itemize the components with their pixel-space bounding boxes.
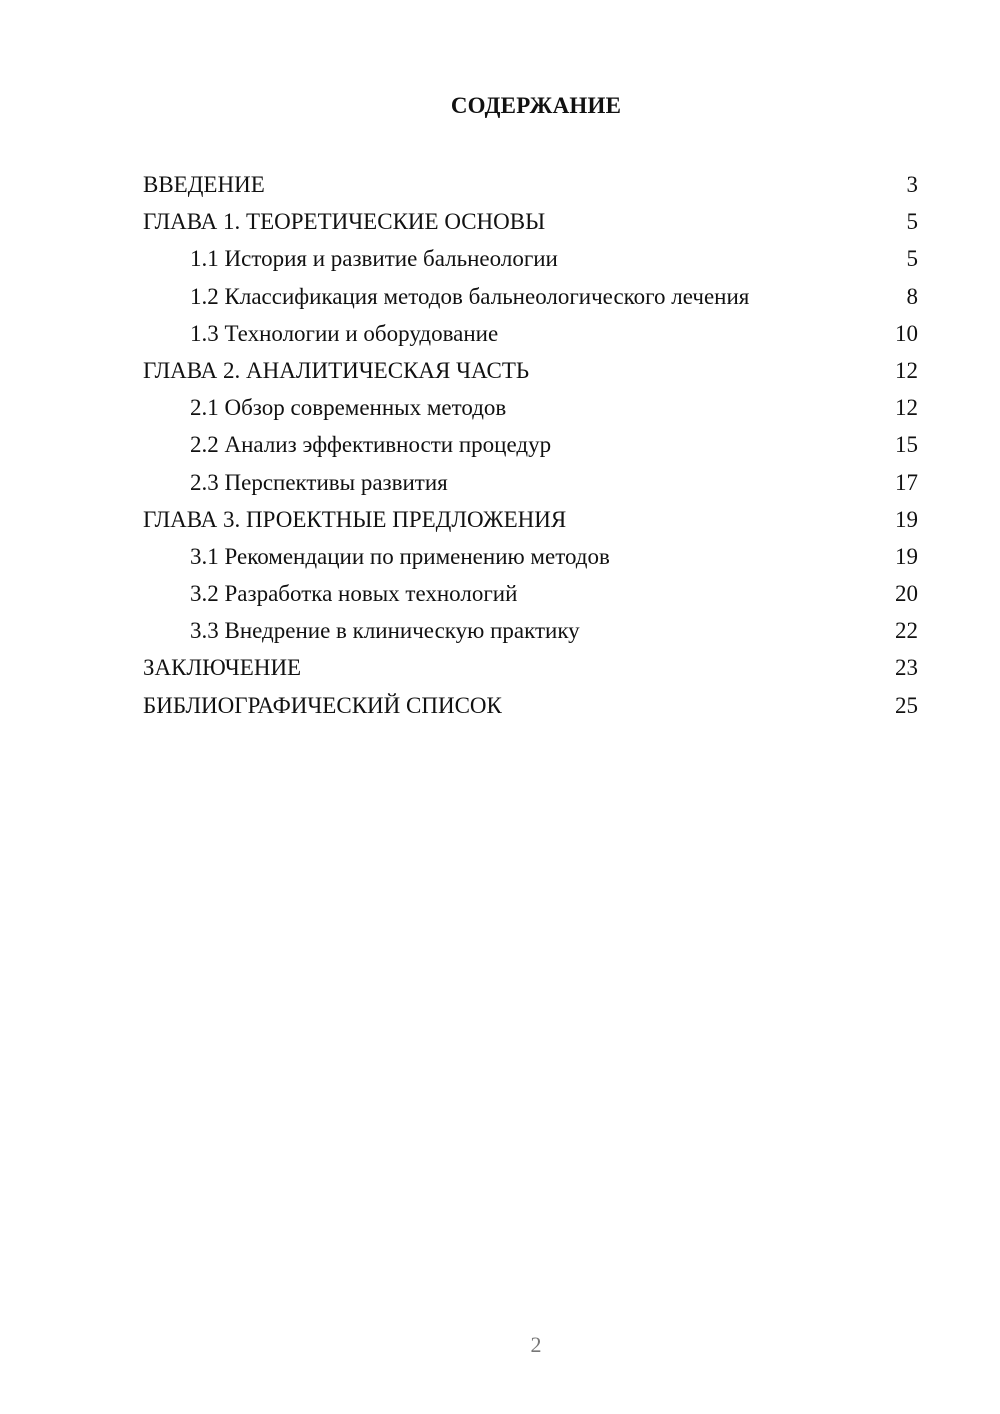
toc-entry-label: 3.1 Рекомендации по применению методов: [190, 543, 610, 569]
toc-entry-label: 2.1 Обзор современных методов: [190, 395, 507, 421]
toc-entry-page: 19: [895, 506, 918, 532]
toc-entry-label: ЗАКЛЮЧЕНИЕ: [143, 655, 302, 681]
toc-entry-page: 12: [895, 395, 918, 421]
toc-entry-label: 2.3 Перспективы развития: [190, 469, 448, 495]
toc-entry: [143, 203, 918, 240]
toc-entry-label: 2.2 Анализ эффективности процедур: [190, 432, 552, 458]
toc-entry-page: 5: [906, 209, 918, 235]
toc-entry: [143, 575, 918, 612]
toc-entry: [143, 501, 918, 538]
toc-entry: [143, 315, 918, 352]
toc-entry: [143, 240, 918, 277]
toc-entry-label: ГЛАВА 3. ПРОЕКТНЫЕ ПРЕДЛОЖЕНИЯ: [143, 506, 567, 532]
toc-entry: [143, 278, 918, 315]
toc-entry-label: 1.2 Классификация методов бальнеологического лечения: [190, 283, 750, 309]
page-number: 2: [530, 1332, 542, 1357]
toc-entry-label: ГЛАВА 1. ТЕОРЕТИЧЕСКИЕ ОСНОВЫ: [143, 209, 546, 235]
toc-entry-page: 12: [895, 357, 918, 383]
toc-entry-page: 22: [895, 618, 918, 644]
toc-title: СОДЕРЖАНИЕ: [450, 93, 622, 118]
toc-entry-label: БИБЛИОГРАФИЧЕСКИЙ СПИСОК: [143, 692, 502, 718]
toc-entry: [143, 538, 918, 575]
toc-entry: [143, 464, 918, 501]
toc-entry-label: 1.3 Технологии и оборудование: [190, 320, 499, 346]
toc-entry: [143, 352, 918, 389]
toc-entry-page: 17: [895, 469, 918, 495]
toc-entry: [143, 166, 918, 203]
toc-entry-label: 3.2 Разработка новых технологий: [190, 581, 518, 607]
toc-entry-label: ВВЕДЕНИЕ: [143, 172, 265, 197]
toc-entry-page: 10: [895, 320, 918, 346]
toc-entry-page: 8: [906, 283, 918, 309]
toc-entry-label: 1.1 История и развитие бальнеологии: [190, 246, 558, 272]
toc-entry: [143, 649, 918, 686]
toc-entry-label: ГЛАВА 2. АНАЛИТИЧЕСКАЯ ЧАСТЬ: [143, 357, 530, 383]
toc-entry-label: 3.3 Внедрение в клиническую практику: [190, 618, 580, 644]
toc-entry: [143, 426, 918, 463]
table-of-contents: [143, 166, 918, 724]
toc-entry-page: 20: [895, 581, 918, 607]
toc-entry-page: 3: [906, 172, 918, 197]
toc-entry-page: 23: [895, 655, 918, 681]
toc-entry: [143, 687, 918, 724]
toc-entry: [143, 612, 918, 649]
toc-entry-page: 19: [895, 543, 918, 569]
toc-entry-page: 25: [895, 692, 918, 718]
toc-entry-page: 5: [906, 246, 918, 272]
toc-entry: [143, 389, 918, 426]
toc-entry-page: 15: [895, 432, 918, 458]
